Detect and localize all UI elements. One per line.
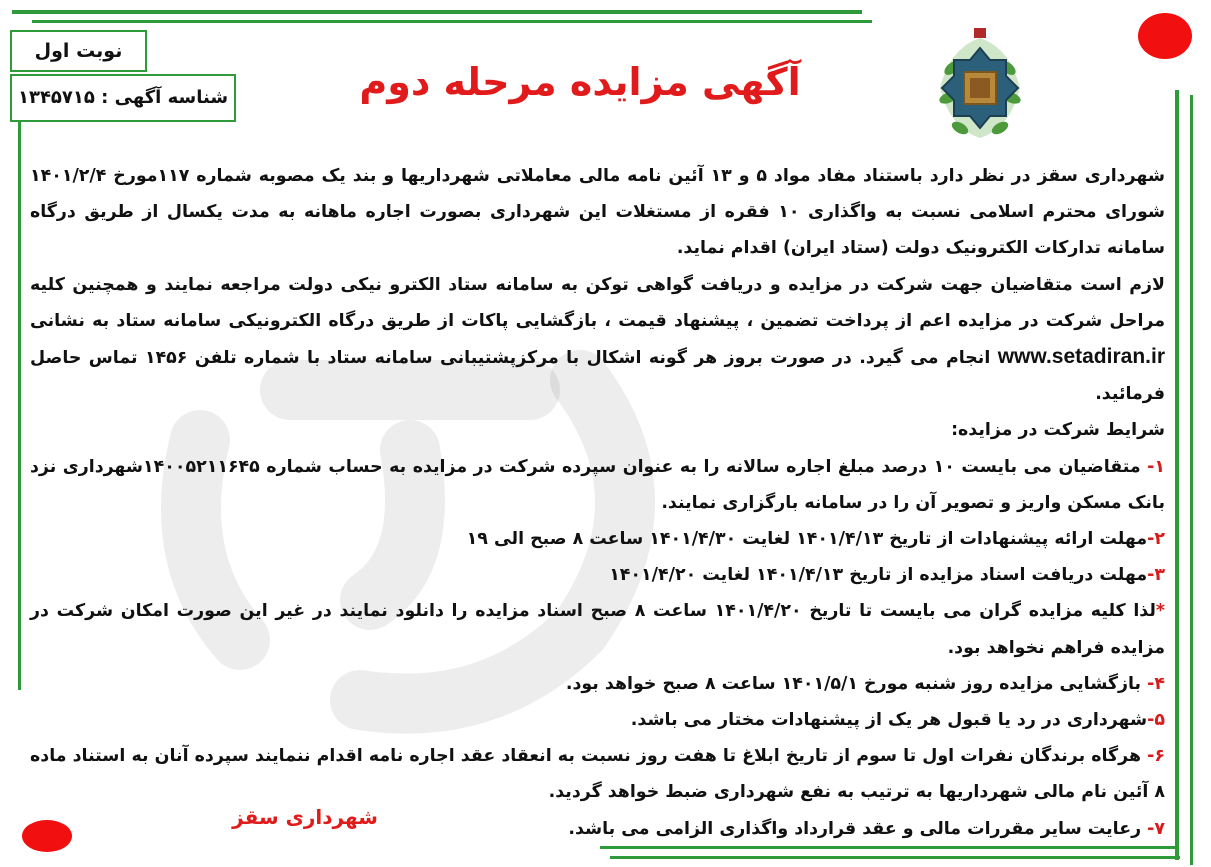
condition-item-4 xyxy=(30,666,1165,702)
condition-item-2 xyxy=(30,521,1165,557)
item-marker: ۷- xyxy=(1147,818,1165,839)
item-marker: ۶- xyxy=(1147,746,1165,767)
signature: شهرداری سقز xyxy=(232,805,378,829)
notice-body xyxy=(30,158,1165,838)
condition-item-note xyxy=(30,593,1165,665)
item-text: شهرداری در رد یا قبول هر یک از پیشنهادات مختار می باشد. xyxy=(630,710,1148,731)
item-text: بازگشایی مزایده روز شنبه مورخ ۱۴۰۱/۵/۱ ساعت ۸ صبح خواهد بود. xyxy=(565,673,1148,694)
requirement-text-after: انجام می گیرد. در صورت بروز هر گونه اشکال با مرکزپشتیبانی سامانه ستاد با شماره تلفن ۱۴۵۶ تماس حاصل فرمائید. xyxy=(30,348,1165,405)
item-marker: ۱- xyxy=(1147,456,1165,477)
item-text: لذا کلیه مزایده گران می بایست تا تاریخ ۱۴۰۱/۴/۲۰ ساعت ۸ صبح اسناد مزایده را دانلود نمایند در غیر این صورت امکان شرکت در مزایده فراهم نخواهد بود. xyxy=(30,601,1165,658)
item-marker: ۴- xyxy=(1147,673,1165,694)
page-title: آگهی مزایده مرحله دوم xyxy=(359,60,801,104)
requirement-paragraph xyxy=(30,267,1165,413)
condition-item-7 xyxy=(30,811,1165,847)
conditions-heading: شرایط شرکت در مزایده: xyxy=(951,420,1165,441)
condition-item-1 xyxy=(30,449,1165,521)
corner-dot-top-right xyxy=(1138,13,1192,59)
frame-top-line-inner xyxy=(32,20,872,23)
item-marker: ۳- xyxy=(1147,565,1165,586)
intro-paragraph: شهرداری سقز در نظر دارد باستناد مفاد مواد ۵ و ۱۳ آئین نامه مالی معاملاتی شهرداریها و بند یک مصوبه شماره ۱۱۷مورخ ۱۴۰۱/۲/۴ شورای محترم اسلامی نسبت به واگذاری ۱۰ فقره از مستغلات این شهرداری بصورت اجاره ماهانه به مدت یکسال از طریق درگاه سامانه تدارکات الکترونیک دولت (ستاد ایران) اقدام نماید. xyxy=(30,166,1166,259)
frame-top-line xyxy=(12,10,862,14)
condition-item-3 xyxy=(30,557,1165,593)
condition-item-6 xyxy=(30,738,1165,810)
frame-right-line xyxy=(1175,90,1179,860)
item-text: مهلت دریافت اسناد مزایده از تاریخ ۱۴۰۱/۴/۱۳ لغایت ۱۴۰۱/۴/۲۰ xyxy=(609,565,1148,586)
municipality-emblem-icon xyxy=(930,18,1030,146)
frame-right-line-outer xyxy=(1190,95,1193,865)
item-text: مهلت ارائه پیشنهادات از تاریخ ۱۴۰۱/۴/۱۳ لغایت ۱۴۰۱/۴/۳۰ ساعت ۸ صبح الی ۱۹ xyxy=(466,529,1148,550)
requirement-text-before: لازم است متقاضیان جهت شرکت در مزایده و دریافت گواهی توکن به سامانه ستاد الکترو نیکی دولت مراجعه نمایند و همچنین کلیه مراحل شرکت در مزایده اعم از پرداخت تضمین ، پیشنهاد قیمت ، بازگشایی پاکات از طریق درگاه الکترونیکی سامانه ستاد به نشانی xyxy=(30,274,1165,331)
item-text: متقاضیان می بایست ۱۰ درصد مبلغ اجاره سالانه را به عنوان سپرده شرکت در مزایده به حساب شماره ۱۴۰۰۵۲۱۱۶۴۵شهرداری نزد بانک مسکن واریز و تصویر آن را در سامانه بارگزاری نمایند. xyxy=(30,456,1165,513)
round-label: نوبت اول xyxy=(10,30,147,72)
frame-left-line xyxy=(18,120,21,690)
condition-item-5 xyxy=(30,702,1165,738)
website-link[interactable]: www.setadiran.ir xyxy=(997,345,1165,369)
notice-id: شناسه آگهی : ۱۳۴۵۷۱۵ xyxy=(10,74,236,122)
item-marker: * xyxy=(1155,601,1165,622)
frame-bottom-line-lower xyxy=(610,856,1180,859)
item-marker: ۲- xyxy=(1147,529,1165,550)
item-text: رعایت سایر مقررات مالی و عقد قرارداد واگذاری الزامی می باشد. xyxy=(568,818,1148,839)
item-marker: ۵- xyxy=(1147,710,1165,731)
item-text: هرگاه برندگان نفرات اول تا سوم از تاریخ ابلاغ تا هفت روز نسبت به انعقاد عقد اجاره نامه اقدام ننمایند سپرده آنان به استناد ماده ۸ آئین نام مالی شهرداریها به ترتیب به نفع شهرداری ضبط خواهد گردید. xyxy=(30,746,1165,803)
